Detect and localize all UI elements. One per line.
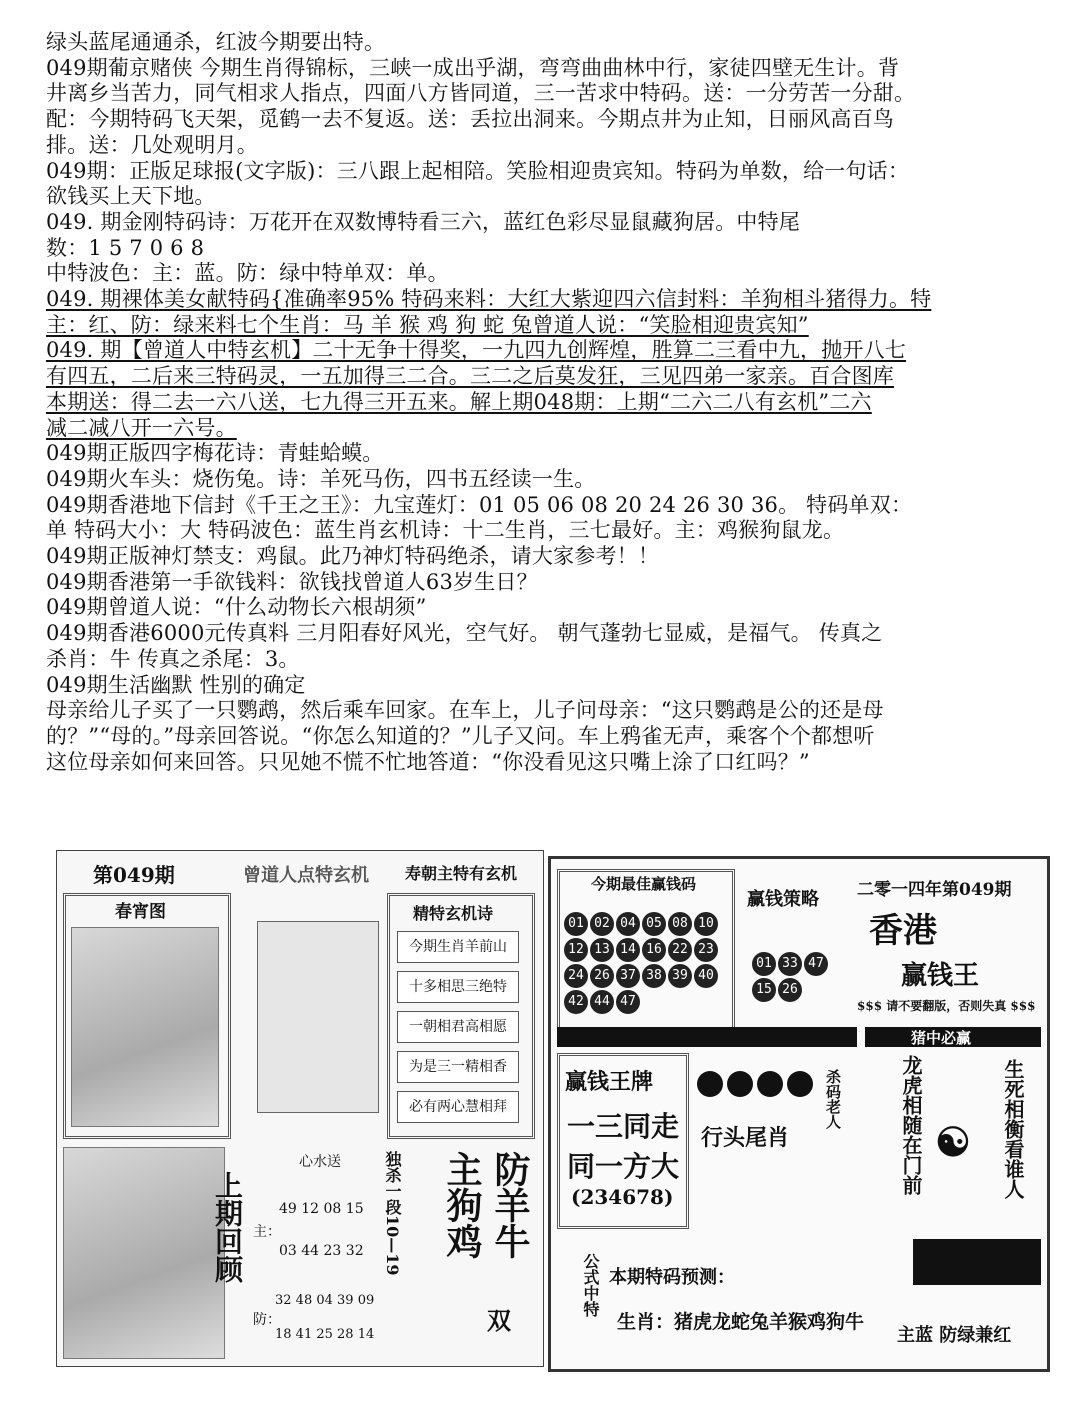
text-line: 主：红、防：绿来料七个生肖：马 羊 猴 鸡 狗 蛇 兔曾道人说：“笑脸相迎贵宾知”: [46, 312, 809, 337]
number-ball: 37: [616, 964, 640, 988]
best-balls: [563, 911, 733, 1015]
big-text-2: 防羊牛: [489, 1151, 531, 1259]
zodiac-predict: 生肖：猪虎龙蛇兔羊猴鸡狗牛: [617, 1311, 865, 1333]
number-ball: 40: [694, 964, 718, 988]
painting-title: 春宵图: [115, 902, 166, 922]
warning-text: $$$ 请不要翻版，否则失真 $$$: [857, 999, 1036, 1013]
poem-card: 必有两心慧相拜: [397, 1091, 519, 1123]
strategy-ball: 33: [778, 952, 802, 976]
text-line: 049期曾道人说：“什么动物长六根胡须”: [46, 595, 427, 620]
zhu-nums-1: 49 12 08 15: [279, 1201, 364, 1217]
number-ball: 14: [616, 938, 640, 962]
best-title: 今期最佳赢钱码: [591, 875, 697, 893]
left-poster: [56, 850, 544, 1367]
circle-mark: [697, 1071, 723, 1097]
side-text: 独杀一段10—19: [383, 1151, 402, 1276]
brand-line-2: 同一方大: [567, 1150, 680, 1183]
right-poster: [548, 856, 1050, 1372]
number-ball: 12: [564, 938, 588, 962]
number-ball: 44: [590, 990, 614, 1014]
brand-line-1: 一三同走: [567, 1110, 680, 1143]
win-brand: 赢钱王牌: [565, 1069, 654, 1095]
number-ball: 02: [590, 912, 614, 936]
number-ball: 42: [564, 990, 588, 1014]
text-line: 母亲给儿子买了一只鹦鹉，然后乘车回家。在车上，儿子问母亲：“这只鹦鹉是公的还是母: [46, 698, 884, 723]
number-ball: 24: [564, 964, 588, 988]
number-ball: 05: [642, 912, 666, 936]
number-ball: 10: [694, 912, 718, 936]
number-ball: 08: [668, 912, 692, 936]
strategy-balls: [751, 951, 831, 1003]
text-line: 049期葡京赌侠 今期生肖得锦标，三峡一成出乎湖，弯弯曲曲林中行，家徒四壁无生计。背: [46, 55, 900, 80]
text-line: 049. 期金刚特码诗：万花开在双数博特看三六，蓝红色彩尽显鼠藏狗居。中特尾: [46, 209, 801, 234]
circle-mark: [727, 1071, 753, 1097]
card-list: [387, 931, 529, 1131]
text-line: 单 特码大小：大 特码波色：蓝生肖玄机诗：十二生肖，三七最好。主：鸡猴狗鼠龙。: [46, 518, 845, 543]
number-ball: 39: [668, 964, 692, 988]
number-ball: 47: [616, 990, 640, 1014]
poster-subtitle: 寿朝主特有玄机: [405, 864, 518, 883]
strategy-ball: 01: [752, 952, 776, 976]
strategy-ball: 47: [804, 952, 828, 976]
zhu-label: 主：: [253, 1224, 281, 1240]
fang-nums-1: 32 48 04 39 09: [275, 1293, 375, 1308]
text-line: 049期正版四字梅花诗：青蛙蛤蟆。: [46, 441, 384, 466]
main-blue-banner: [913, 1239, 1041, 1285]
text-line: 049期正版神灯禁支：鸡鼠。此乃神灯特码绝杀，请大家参考！！: [46, 544, 660, 569]
review-label: 上期回顾: [211, 1171, 244, 1283]
main-blue-text: 主蓝 防绿兼红: [897, 1325, 1012, 1346]
text-line: 049期香港6000元传真料 三月阳春好风光，空气好。 朝气蓬勃七显威，是福气。 传真之: [46, 621, 883, 646]
text-line: 049. 期裸体美女献特码{准确率95% 特码来料：大红大紫迎四六信封料：羊狗相斗猪得力。特: [46, 287, 932, 312]
number-ball: 16: [642, 938, 666, 962]
heart-label: 心水送: [299, 1154, 341, 1170]
poem-card: 今期生肖羊前山: [397, 931, 519, 963]
hk-title: 香港: [869, 911, 937, 951]
old-man: 杀码老人: [824, 1069, 842, 1129]
text-line: 减二减八开一六号。: [46, 415, 237, 440]
issue-label: 第049期: [93, 863, 175, 887]
zhu-nums-2: 03 44 23 32: [279, 1243, 364, 1259]
text-line: 本期送：得二去一六八送，七九得三开五来。解上期048期：上期“二六二八有玄机”二六: [46, 389, 872, 414]
poem-card: 为是三一精相香: [397, 1051, 519, 1083]
big-text-1: 主狗鸡: [441, 1151, 483, 1259]
circle-mark: [757, 1071, 783, 1097]
article-text: [46, 30, 1036, 775]
card-title: 精特玄机诗: [413, 904, 494, 923]
text-line: 049期香港地下信封《千王之王》：九宝莲灯：01 05 06 08 20 24 26 30 36。 特码单双：: [46, 492, 913, 517]
text-line: 杀肖：牛 传真之杀尾：3。: [46, 646, 300, 671]
fang-label: 防：: [253, 1312, 281, 1328]
text-line: 的？”“母的。”母亲回答说。“你怎么知道的？”儿子又问。车上鸦雀无声，乘客个个都想听: [46, 723, 875, 748]
fang-nums-2: 18 41 25 28 14: [275, 1327, 375, 1342]
text-line: 049期香港第一手欲钱料：欲钱找曾道人63岁生日？: [46, 569, 538, 594]
number-ball: 38: [642, 964, 666, 988]
head-tail: 行头尾肖: [701, 1125, 790, 1151]
number-ball: 26: [590, 964, 614, 988]
text-line: 049期：正版足球报(文字版)：三八跟上起相陪。笑脸相迎贵宾知。特码为单数，给一句话：: [46, 158, 910, 183]
strategy-ball: 15: [752, 978, 776, 1002]
scroll-image: [257, 921, 379, 1113]
number-ball: 04: [616, 912, 640, 936]
text-line: 排。送：几处观明月。: [46, 132, 258, 157]
text-line: 049期生活幽默 性别的确定: [46, 672, 306, 697]
text-line: 配：今期特码飞天架，觅鹤一去不复返。送：丢拉出洞来。今期点井为止知，日丽风高百鸟: [46, 107, 894, 132]
black-banner: [557, 1027, 857, 1047]
pig-text: 猪中必赢: [911, 1029, 972, 1047]
head-circles: [695, 1069, 815, 1103]
review-image: [63, 1147, 225, 1359]
text-line: 049. 期【曾道人中特玄机】二十无争十得奖，一九四九创辉煌，胜算二三看中九，抛开八七: [46, 338, 907, 363]
strategy-ball: 26: [778, 978, 802, 1002]
life-text: 生死相衡看谁人: [1001, 1059, 1025, 1199]
text-line: 有四五，二后来三特码灵，一五加得三二合。三二之后莫发狂，三见四弟一家亲。百合图库: [46, 364, 894, 389]
dragon-text: 龙虎相随在门前: [899, 1055, 923, 1195]
yin-yang-icon: ☯: [935, 1119, 971, 1166]
text-line: 049期火车头：烧伤兔。诗：羊死马伤，四书五经读一生。: [46, 466, 596, 491]
strategy-title: 赢钱策略: [747, 889, 819, 910]
number-ball: 01: [564, 912, 588, 936]
predict-title: 本期特码预测：: [609, 1267, 735, 1288]
text-line: 欲钱买上天下地。: [46, 184, 216, 209]
winner-title: 赢钱王: [901, 961, 980, 991]
number-ball: 13: [590, 938, 614, 962]
text-line: 中特波色：主：蓝。防：绿中特单双：单。: [46, 261, 449, 286]
number-ball: 23: [694, 938, 718, 962]
poem-card: 一朝相君高相愿: [397, 1011, 519, 1043]
year-issue: 二零一四年第049期: [857, 880, 1012, 900]
poem-card: 十多相思三绝特: [397, 971, 519, 1003]
text-line: 这位母亲如何来回答。只见她不慌不忙地答道：“你没看见这只嘴上涂了口红吗？”: [46, 749, 810, 774]
circle-mark: [787, 1071, 813, 1097]
text-line: 绿头蓝尾通通杀，红波今期要出特。: [46, 30, 386, 54]
formula-text: 公式中特: [581, 1253, 600, 1317]
text-line: 数：1 5 7 0 6 8: [46, 235, 205, 260]
text-line: 井离乡当苦力，同气相求人指点，四面八方皆同道，三一苦求中特码。送：一分劳苦一分甜。: [46, 81, 916, 106]
double-label: 双: [487, 1306, 511, 1335]
brand-code: (234678): [571, 1185, 674, 1209]
number-ball: 22: [668, 938, 692, 962]
poster-title: 曾道人点特玄机: [243, 865, 369, 886]
landscape-painting-image: [71, 927, 219, 1127]
